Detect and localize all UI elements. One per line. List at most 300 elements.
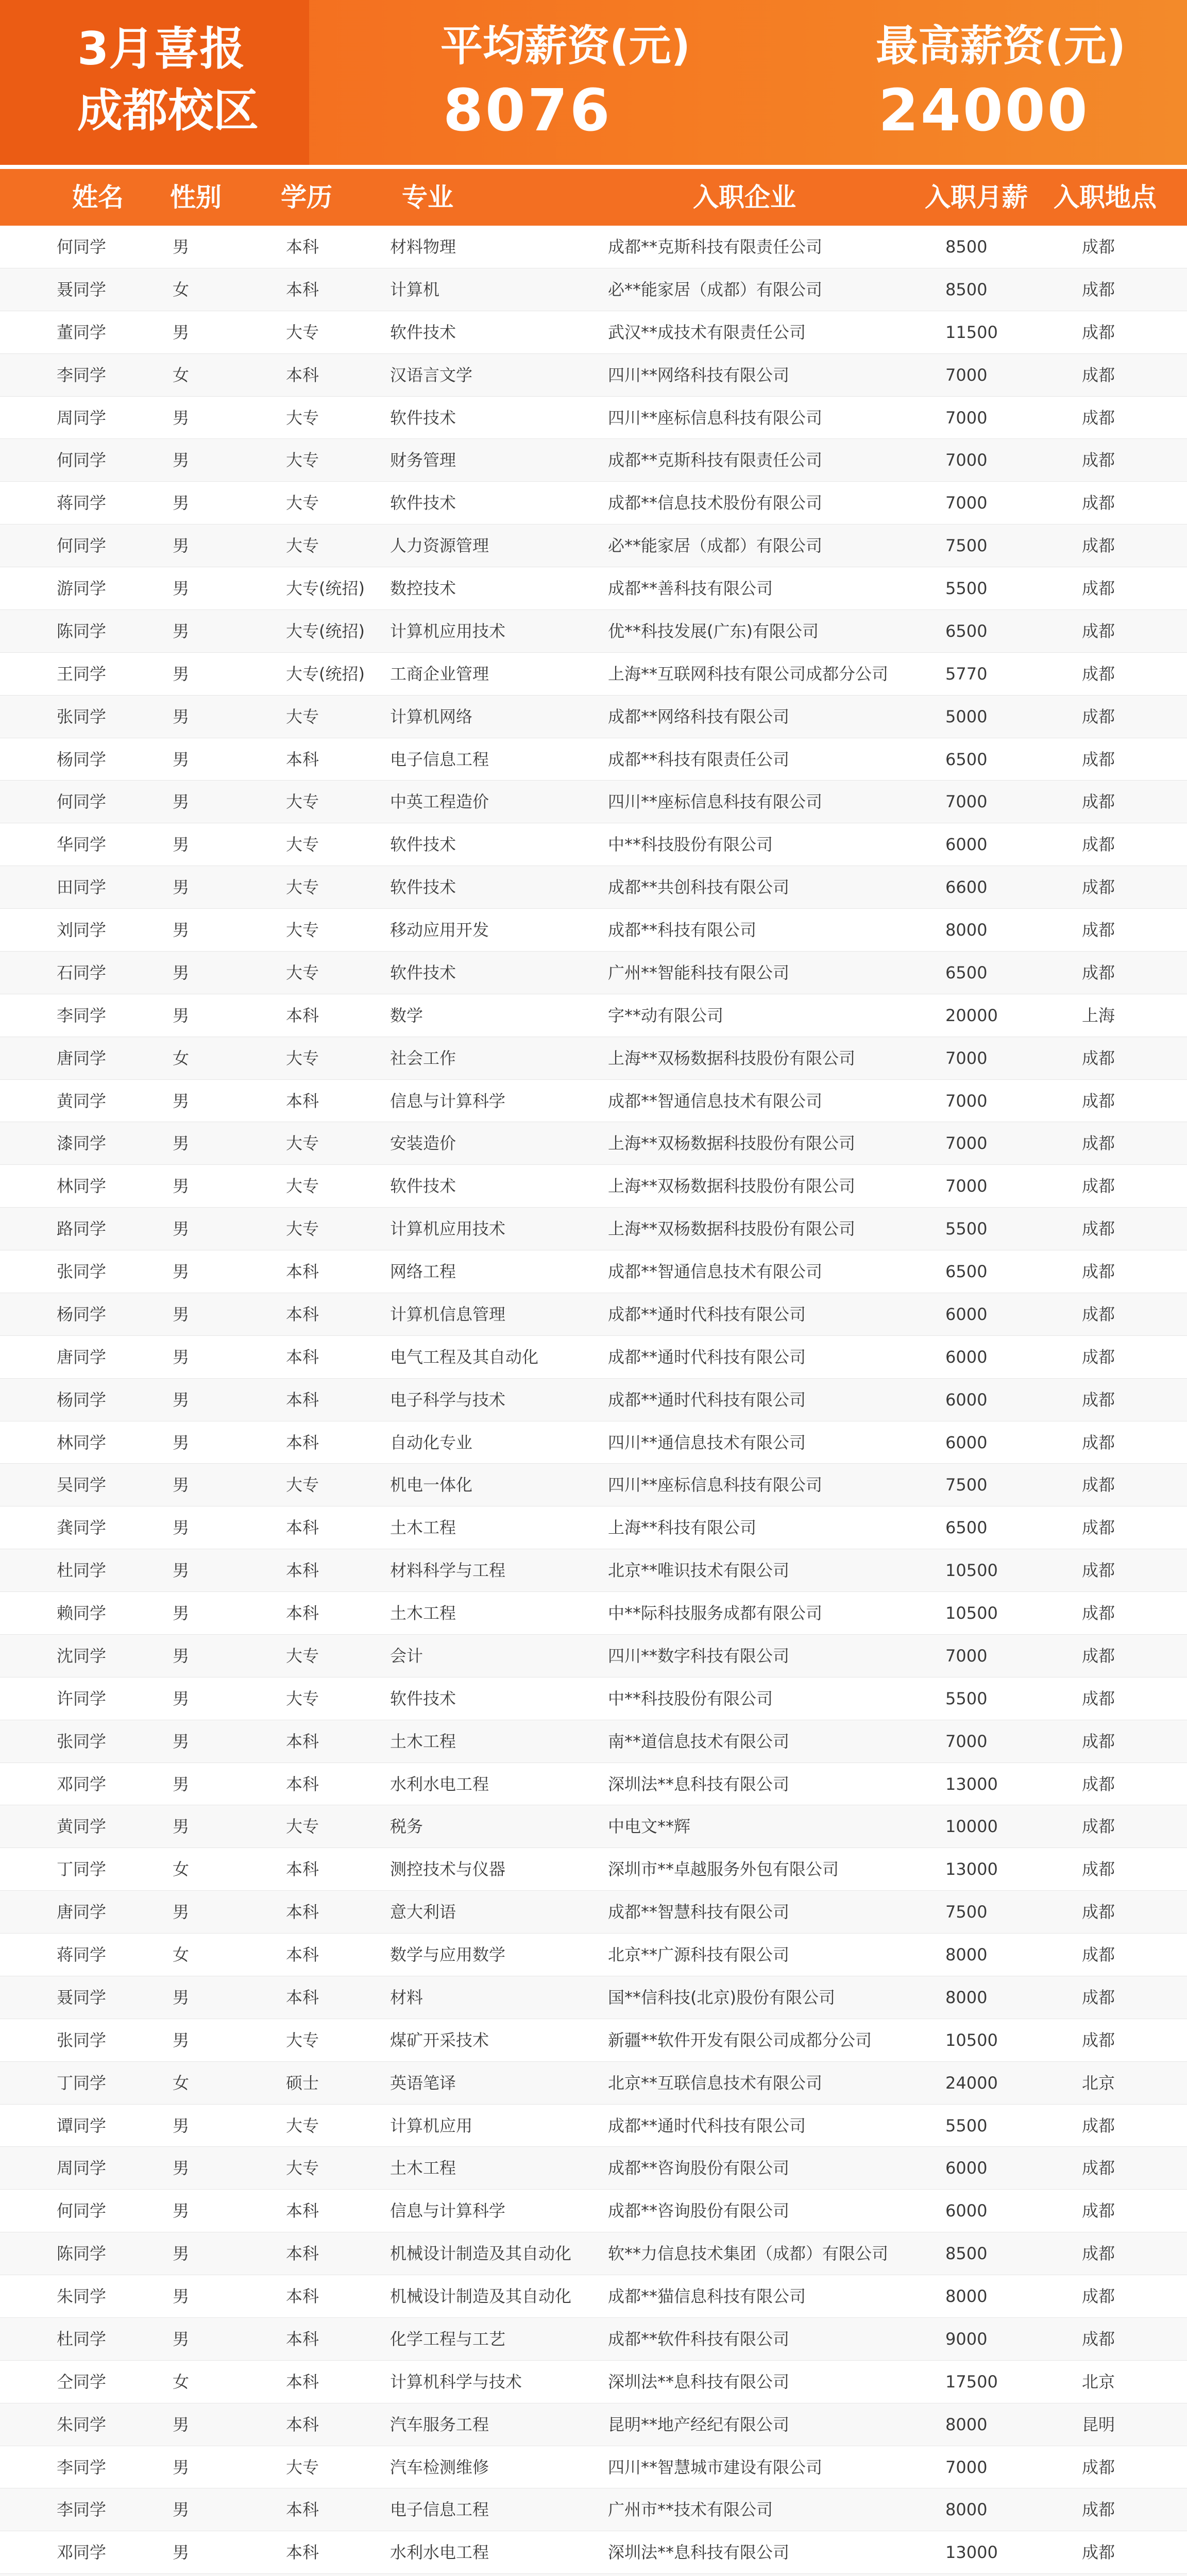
major-cell: 软件技术 xyxy=(390,408,456,428)
education-cell: 本科 xyxy=(286,2500,319,2520)
gender-cell: 男 xyxy=(173,962,190,982)
major-cell: 软件技术 xyxy=(390,877,456,897)
major-cell: 软件技术 xyxy=(390,322,456,342)
name-cell: 张同学 xyxy=(57,1262,107,1281)
table-row xyxy=(0,1592,1187,1635)
location-cell: 成都 xyxy=(1082,237,1115,257)
company-cell: 成都**通时代科技有限公司 xyxy=(608,2115,806,2136)
education-cell: 大专 xyxy=(286,1048,319,1068)
company-cell: 上海**双杨数据科技股份有限公司 xyxy=(608,1176,856,1196)
name-cell xyxy=(57,2574,160,2576)
name-cell: 何同学 xyxy=(57,237,107,257)
location-cell: 成都 xyxy=(1082,1304,1115,1324)
education-cell: 大专 xyxy=(286,1475,319,1495)
gender-cell: 男 xyxy=(173,2201,190,2221)
major-cell: 自动化专业 xyxy=(390,1432,473,1452)
table-row xyxy=(0,1891,1187,1934)
salary-cell: 6000 xyxy=(945,1304,988,1324)
gender-cell: 女 xyxy=(173,279,190,299)
major-cell: 计算机网络 xyxy=(390,706,473,726)
major-cell: 数学与应用数学 xyxy=(390,1945,506,1964)
major-cell xyxy=(390,2574,601,2576)
name-cell: 林同学 xyxy=(57,1176,107,1196)
name-cell: 唐同学 xyxy=(57,1347,107,1367)
name-cell: 仝同学 xyxy=(57,2371,107,2392)
salary-cell: 7000 xyxy=(945,2457,988,2477)
location-cell: 成都 xyxy=(1082,2329,1115,2349)
table-row xyxy=(0,2105,1187,2147)
company-cell: 中**科技股份有限公司 xyxy=(608,835,773,855)
salary-cell: 6000 xyxy=(945,1389,988,1410)
name-cell: 杨同学 xyxy=(57,1304,107,1324)
education-cell: 本科 xyxy=(286,1774,319,1794)
major-cell: 计算机应用技术 xyxy=(390,1219,506,1239)
table-row xyxy=(0,2190,1187,2232)
company-cell: 软**力信息技术集团（成都）有限公司 xyxy=(608,2244,889,2264)
major-cell: 机械设计制造及其自动化 xyxy=(390,2286,572,2306)
salary-cell: 13000 xyxy=(945,1774,998,1794)
name-cell: 吴同学 xyxy=(57,1475,107,1495)
education-cell: 本科 xyxy=(286,237,319,257)
location-cell: 成都 xyxy=(1082,1389,1115,1410)
gender-cell: 男 xyxy=(173,322,190,342)
gender-cell: 男 xyxy=(173,493,190,513)
education-cell: 本科 xyxy=(286,2543,319,2563)
gender-cell: 男 xyxy=(173,1902,190,1922)
education-cell: 本科 xyxy=(286,1389,319,1410)
major-cell: 中英工程造价 xyxy=(390,792,489,812)
location-cell: 成都 xyxy=(1082,1432,1115,1452)
name-cell: 李同学 xyxy=(57,2457,107,2477)
table-row xyxy=(0,2019,1187,2062)
salary-cell: 5500 xyxy=(945,579,988,598)
gender-cell: 男 xyxy=(173,408,190,428)
salary-cell: 10500 xyxy=(945,1603,998,1623)
major-cell: 软件技术 xyxy=(390,493,456,513)
name-cell: 陈同学 xyxy=(57,621,107,641)
name-cell: 何同学 xyxy=(57,2201,107,2221)
major-cell: 人力资源管理 xyxy=(390,536,489,556)
location-cell: 成都 xyxy=(1082,1688,1115,1708)
education-cell: 大专 xyxy=(286,2115,319,2136)
gender-cell: 女 xyxy=(173,2073,190,2093)
company-cell: 成都**咨询股份有限公司 xyxy=(608,2158,790,2178)
location-cell: 成都 xyxy=(1082,1603,1115,1623)
gender-cell: 男 xyxy=(173,621,190,641)
name-cell: 张同学 xyxy=(57,706,107,726)
company-cell: 北京**互联信息技术有限公司 xyxy=(608,2073,823,2093)
location-cell: 成都 xyxy=(1082,2158,1115,2178)
table-row xyxy=(0,1506,1187,1549)
company-cell: 四川**通信息技术有限公司 xyxy=(608,1432,806,1452)
gender-cell: 男 xyxy=(173,1262,190,1281)
salary-cell: 7000 xyxy=(945,1646,988,1666)
education-cell: 大专 xyxy=(286,1176,319,1196)
location-cell: 成都 xyxy=(1082,749,1115,769)
table-row xyxy=(0,1549,1187,1592)
company-cell xyxy=(608,2574,927,2576)
name-cell: 蒋同学 xyxy=(57,1945,107,1964)
table-row xyxy=(0,1934,1187,1976)
gender-cell: 女 xyxy=(173,2371,190,2392)
major-cell: 社会工作 xyxy=(390,1048,456,1068)
major-cell: 英语笔译 xyxy=(390,2073,456,2093)
table-row xyxy=(0,1379,1187,1421)
name-cell: 许同学 xyxy=(57,1688,107,1708)
salary-cell: 7000 xyxy=(945,1048,988,1068)
gender-cell: 男 xyxy=(173,1176,190,1196)
table-row xyxy=(0,2446,1187,2489)
company-cell: 成都**科技有限公司 xyxy=(608,920,757,940)
company-cell: 中**科技股份有限公司 xyxy=(608,1688,773,1708)
table-row xyxy=(0,781,1187,823)
gender-cell: 女 xyxy=(173,365,190,385)
name-cell: 蒋同学 xyxy=(57,493,107,513)
company-cell: 成都**智通信息技术有限公司 xyxy=(608,1091,823,1111)
table-row xyxy=(0,2318,1187,2361)
major-cell: 土木工程 xyxy=(390,1731,456,1751)
major-cell: 材料科学与工程 xyxy=(390,1561,506,1581)
company-cell: 成都**通时代科技有限公司 xyxy=(608,1304,806,1324)
education-cell: 本科 xyxy=(286,2286,319,2306)
education-cell xyxy=(286,2574,379,2576)
salary-cell: 8000 xyxy=(945,2286,988,2306)
name-cell: 刘同学 xyxy=(57,920,107,940)
location-cell: 成都 xyxy=(1082,1091,1115,1111)
gender-cell: 男 xyxy=(173,1091,190,1111)
table-row xyxy=(0,2147,1187,2190)
avg-salary-label: 平均薪资(元) xyxy=(440,22,690,71)
location-cell: 成都 xyxy=(1082,621,1115,641)
salary-cell: 7000 xyxy=(945,1133,988,1154)
location-cell: 成都 xyxy=(1082,664,1115,684)
company-cell: 四川**数字科技有限公司 xyxy=(608,1646,790,1666)
company-cell: 四川**座标信息科技有限公司 xyxy=(608,792,823,812)
company-cell: 深圳法**息科技有限公司 xyxy=(608,2543,790,2563)
location-cell: 成都 xyxy=(1082,2201,1115,2221)
name-cell: 邓同学 xyxy=(57,1774,107,1794)
education-cell: 大专(统招) xyxy=(286,664,365,684)
name-cell: 杨同学 xyxy=(57,749,107,769)
table-row xyxy=(0,866,1187,909)
gender-cell: 男 xyxy=(173,706,190,726)
company-cell: 广州**智能科技有限公司 xyxy=(608,962,790,982)
location-cell: 成都 xyxy=(1082,1731,1115,1751)
salary-cell: 7500 xyxy=(945,536,988,556)
gender-cell: 男 xyxy=(173,237,190,257)
salary-cell: 6600 xyxy=(945,877,988,897)
name-cell: 沈同学 xyxy=(57,1646,107,1666)
gender-cell: 男 xyxy=(173,664,190,684)
major-cell: 测控技术与仪器 xyxy=(390,1859,506,1879)
company-cell: 成都**智慧科技有限公司 xyxy=(608,1902,790,1922)
name-cell: 杜同学 xyxy=(57,1561,107,1581)
name-cell: 丁同学 xyxy=(57,1859,107,1879)
gender-cell: 男 xyxy=(173,1731,190,1751)
education-cell: 大专 xyxy=(286,1817,319,1837)
education-cell: 大专 xyxy=(286,2457,319,2477)
company-cell: 四川**网络科技有限公司 xyxy=(608,365,790,385)
salary-cell: 24000 xyxy=(945,2073,998,2093)
gender-cell: 男 xyxy=(173,1389,190,1410)
table-row xyxy=(0,439,1187,482)
gender-cell: 男 xyxy=(173,1347,190,1367)
gender-cell: 女 xyxy=(173,1048,190,1068)
education-cell: 本科 xyxy=(286,1945,319,1964)
name-cell: 游同学 xyxy=(57,579,107,598)
gender-cell: 男 xyxy=(173,2158,190,2178)
salary-cell: 20000 xyxy=(945,1005,998,1025)
salary-cell: 8500 xyxy=(945,279,988,299)
table-row xyxy=(0,2531,1187,2574)
title-line-1: 3月喜报 xyxy=(77,22,245,75)
education-cell: 本科 xyxy=(286,1518,319,1538)
table-row xyxy=(0,482,1187,524)
company-cell: 成都**善科技有限公司 xyxy=(608,579,773,598)
location-cell: 成都 xyxy=(1082,1347,1115,1367)
name-cell: 聂同学 xyxy=(57,279,107,299)
major-cell: 电子信息工程 xyxy=(390,749,489,769)
salary-cell: 5500 xyxy=(945,1688,988,1708)
gender-cell: 女 xyxy=(173,1859,190,1879)
education-cell: 本科 xyxy=(286,1005,319,1025)
major-cell: 计算机应用 xyxy=(390,2115,473,2136)
company-cell: 成都**软件科技有限公司 xyxy=(608,2329,790,2349)
location-cell: 成都 xyxy=(1082,1561,1115,1581)
company-cell: 上海**双杨数据科技股份有限公司 xyxy=(608,1219,856,1239)
name-cell: 龚同学 xyxy=(57,1518,107,1538)
company-cell: 上海**互联网科技有限公司成都分公司 xyxy=(608,664,889,684)
major-cell: 汽车检测维修 xyxy=(390,2457,489,2477)
company-cell: 成都**猫信息科技有限公司 xyxy=(608,2286,806,2306)
major-cell: 网络工程 xyxy=(390,1262,456,1281)
major-cell: 软件技术 xyxy=(390,835,456,855)
location-cell: 成都 xyxy=(1082,706,1115,726)
location-cell: 成都 xyxy=(1082,1987,1115,2007)
education-cell: 大专 xyxy=(286,835,319,855)
major-cell: 移动应用开发 xyxy=(390,920,489,940)
salary-cell: 10500 xyxy=(945,2030,998,2050)
location-cell: 成都 xyxy=(1082,1176,1115,1196)
col-header-gender: 性别 xyxy=(170,182,222,212)
location-cell: 成都 xyxy=(1082,579,1115,598)
location-cell: 成都 xyxy=(1082,792,1115,812)
table-row xyxy=(0,909,1187,952)
company-cell: 成都**网络科技有限公司 xyxy=(608,706,790,726)
location-cell: 北京 xyxy=(1082,2073,1115,2093)
col-header-name: 姓名 xyxy=(72,182,124,212)
major-cell: 电子科学与技术 xyxy=(390,1389,506,1410)
major-cell: 土木工程 xyxy=(390,2158,456,2178)
major-cell: 数控技术 xyxy=(390,579,456,598)
gender-cell: 男 xyxy=(173,2244,190,2264)
education-cell: 大专 xyxy=(286,2158,319,2178)
education-cell: 大专 xyxy=(286,877,319,897)
company-cell: 南**道信息技术有限公司 xyxy=(608,1731,790,1751)
name-cell: 丁同学 xyxy=(57,2073,107,2093)
name-cell: 杨同学 xyxy=(57,1389,107,1410)
salary-cell: 6000 xyxy=(945,2201,988,2221)
gender-cell: 男 xyxy=(173,450,190,470)
gender-cell: 女 xyxy=(173,1945,190,1964)
gender-cell: 男 xyxy=(173,2457,190,2477)
education-cell: 本科 xyxy=(286,2201,319,2221)
salary-cell: 6500 xyxy=(945,962,988,982)
education-cell: 本科 xyxy=(286,365,319,385)
major-cell: 工商企业管理 xyxy=(390,664,489,684)
table-row xyxy=(0,2574,1187,2576)
name-cell: 路同学 xyxy=(57,1219,107,1239)
table-row xyxy=(0,567,1187,610)
table-row xyxy=(0,1293,1187,1336)
education-cell: 大专(统招) xyxy=(286,621,365,641)
name-cell: 林同学 xyxy=(57,1432,107,1452)
company-cell: 武汉**成技术有限责任公司 xyxy=(608,322,806,342)
gender-cell: 男 xyxy=(173,2286,190,2306)
salary-cell: 6000 xyxy=(945,2158,988,2178)
education-cell: 大专 xyxy=(286,792,319,812)
gender-cell: 男 xyxy=(173,579,190,598)
table-row xyxy=(0,952,1187,994)
salary-cell: 7000 xyxy=(945,1731,988,1751)
salary-cell: 10500 xyxy=(945,1561,998,1581)
location-cell: 成都 xyxy=(1082,365,1115,385)
salary-cell: 5500 xyxy=(945,1219,988,1239)
company-cell: 深圳法**息科技有限公司 xyxy=(608,2371,790,2392)
major-cell: 机械设计制造及其自动化 xyxy=(390,2244,572,2264)
location-cell: 成都 xyxy=(1082,408,1115,428)
col-header-company: 入职企业 xyxy=(693,182,796,212)
name-cell: 赖同学 xyxy=(57,1603,107,1623)
education-cell: 本科 xyxy=(286,1902,319,1922)
salary-cell: 8000 xyxy=(945,2500,988,2520)
gender-cell: 男 xyxy=(173,1688,190,1708)
major-cell: 数学 xyxy=(390,1005,423,1025)
location-cell: 成都 xyxy=(1082,2244,1115,2264)
name-cell: 何同学 xyxy=(57,536,107,556)
gender-cell: 男 xyxy=(173,1987,190,2007)
salary-cell: 13000 xyxy=(945,2543,998,2563)
company-cell: 上海**双杨数据科技股份有限公司 xyxy=(608,1048,856,1068)
education-cell: 本科 xyxy=(286,2244,319,2264)
education-cell: 本科 xyxy=(286,1987,319,2007)
avg-salary-value: 8076 xyxy=(443,77,612,144)
education-cell: 大专 xyxy=(286,450,319,470)
name-cell: 李同学 xyxy=(57,2500,107,2520)
location-cell: 成都 xyxy=(1082,1133,1115,1154)
table-row xyxy=(0,2062,1187,2105)
table-row xyxy=(0,2488,1187,2531)
company-cell: 昆明**地产经纪有限公司 xyxy=(608,2414,790,2434)
major-cell: 软件技术 xyxy=(390,962,456,982)
education-cell: 大专 xyxy=(286,536,319,556)
name-cell: 王同学 xyxy=(57,664,107,684)
table-row xyxy=(0,1720,1187,1763)
location-cell: 成都 xyxy=(1082,2457,1115,2477)
location-cell: 成都 xyxy=(1082,1262,1115,1281)
company-cell: 深圳法**息科技有限公司 xyxy=(608,1774,790,1794)
major-cell: 汽车服务工程 xyxy=(390,2414,489,2434)
gender-cell: 男 xyxy=(173,1005,190,1025)
company-cell: 成都**科技有限责任公司 xyxy=(608,749,790,769)
education-cell: 大专 xyxy=(286,322,319,342)
major-cell: 汉语言文学 xyxy=(390,365,473,385)
education-cell: 本科 xyxy=(286,1347,319,1367)
location-cell: 成都 xyxy=(1082,2286,1115,2306)
location-cell: 昆明 xyxy=(1082,2414,1115,2434)
major-cell: 计算机应用技术 xyxy=(390,621,506,641)
location-cell: 北京 xyxy=(1082,2371,1115,2392)
location-cell: 成都 xyxy=(1082,920,1115,940)
table-row xyxy=(0,397,1187,439)
salary-cell xyxy=(945,2574,1054,2576)
table-row xyxy=(0,2232,1187,2275)
location-cell: 成都 xyxy=(1082,835,1115,855)
name-cell: 唐同学 xyxy=(57,1902,107,1922)
salary-cell: 7000 xyxy=(945,1176,988,1196)
gender-cell: 男 xyxy=(173,920,190,940)
location-cell: 成都 xyxy=(1082,450,1115,470)
company-cell: 成都**智通信息技术有限公司 xyxy=(608,1262,823,1281)
table-row xyxy=(0,311,1187,354)
salary-cell: 8000 xyxy=(945,1945,988,1964)
major-cell: 信息与计算科学 xyxy=(390,1091,506,1111)
major-cell: 化学工程与工艺 xyxy=(390,2329,506,2349)
company-cell: 中**际科技服务成都有限公司 xyxy=(608,1603,823,1623)
education-cell: 大专 xyxy=(286,962,319,982)
header-banner xyxy=(0,0,1187,165)
table-row xyxy=(0,1037,1187,1080)
major-cell: 水利水电工程 xyxy=(390,2543,489,2563)
company-cell: 成都**信息技术股份有限公司 xyxy=(608,493,823,513)
salary-cell: 7000 xyxy=(945,408,988,428)
gender-cell: 男 xyxy=(173,1561,190,1581)
salary-cell: 7000 xyxy=(945,450,988,470)
location-cell: 成都 xyxy=(1082,1475,1115,1495)
education-cell: 大专 xyxy=(286,706,319,726)
gender-cell: 男 xyxy=(173,2414,190,2434)
company-cell: 上海**双杨数据科技股份有限公司 xyxy=(608,1133,856,1154)
major-cell: 水利水电工程 xyxy=(390,1774,489,1794)
salary-cell: 9000 xyxy=(945,2329,988,2349)
max-salary-label: 最高薪资(元) xyxy=(876,22,1126,71)
name-cell: 张同学 xyxy=(57,2030,107,2050)
salary-cell: 7000 xyxy=(945,1091,988,1111)
salary-cell: 5770 xyxy=(945,664,988,684)
location-cell: 成都 xyxy=(1082,877,1115,897)
title-line-2: 成都校区 xyxy=(77,84,259,137)
table-row xyxy=(0,610,1187,653)
education-cell: 大专 xyxy=(286,493,319,513)
name-cell: 周同学 xyxy=(57,2158,107,2178)
name-cell: 黄同学 xyxy=(57,1091,107,1111)
name-cell: 何同学 xyxy=(57,792,107,812)
company-cell: 国**信科技(北京)股份有限公司 xyxy=(608,1987,835,2007)
location-cell: 成都 xyxy=(1082,962,1115,982)
salary-cell: 8000 xyxy=(945,2414,988,2434)
salary-cell: 6500 xyxy=(945,749,988,769)
gender-cell: 男 xyxy=(173,1774,190,1794)
location-cell: 成都 xyxy=(1082,1902,1115,1922)
major-cell: 计算机信息管理 xyxy=(390,1304,506,1324)
gender-cell: 男 xyxy=(173,2500,190,2520)
location-cell: 成都 xyxy=(1082,536,1115,556)
location-cell: 成都 xyxy=(1082,1219,1115,1239)
name-cell: 李同学 xyxy=(57,365,107,385)
gender-cell: 男 xyxy=(173,1518,190,1538)
education-cell: 本科 xyxy=(286,1731,319,1751)
location-cell: 成都 xyxy=(1082,2115,1115,2136)
